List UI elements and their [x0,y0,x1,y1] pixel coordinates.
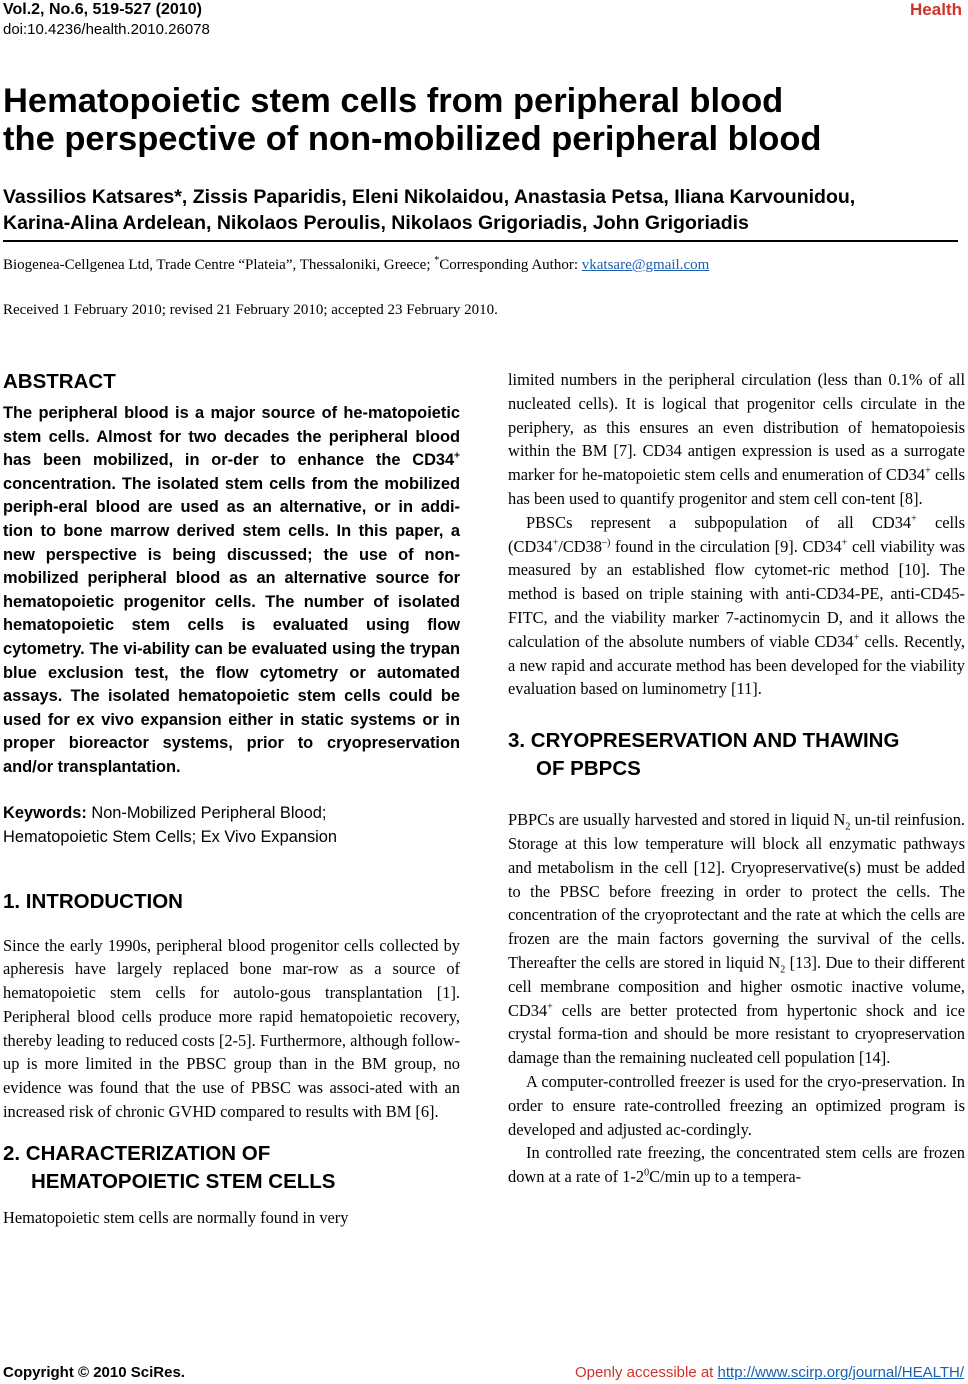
copyright-notice: Copyright © 2010 SciRes. [3,1364,185,1381]
section-2-para-1-cont [508,368,965,511]
section-3-para-2: A computer-controlled freezer is used for the cryo-preservation. In order to ensure rate-controlled freezing an optimized program is developed and adjusted ac-cordingly. [508,1071,965,1139]
authors-line-2: Karina-Alina Ardelean, Nikolaos Peroulis, Nikolaos Grigoriadis, John Grigoriadis [3,212,749,234]
section-3-heading-line-1: 3. CRYOPRESERVATION AND THAWING [508,729,900,753]
s3p3-a: In controlled rate freezing, the concentrated stem cells are frozen down at a rate of 1-2 [508,1143,965,1187]
affiliation-text: Biogenea-Cellgenea Ltd, Trade Centre “Plateia”, Thessaloniki, Greece; [3,257,435,273]
sup-plus: + [925,465,931,477]
s3p1-b: un-til reinfusion. Storage at this low temperature will block all enzymatic pathways and metabolism in the cell [12]. Cryopreservative(s) must be added to the PBSC before freezing in order to protect the cells. The concentration of the cryoprotectant and the rate at which the cells are frozen are the main factors governing the survival of the cells. Thereafter the cells are stored in liquid N [508,810,966,972]
section-2-heading-line-1: 2. CHARACTERIZATION OF [3,1141,271,1165]
section-2-heading-line-2: HEMATOPOIETIC STEM CELLS [31,1169,336,1193]
corresponding-label: Corresponding Author: [439,257,582,273]
s2p1-a: limited numbers in the peripheral circulation (less than 0.1% of all nucleated cells). It is logical that progenitor cells circulate in the periphery, as this ensures an even distribution of hematopoiesis within the BM [7]. CD34 antigen expression is used as a surrogate marker for he-matopoietic stem cells and enumeration of CD34 [508,370,965,485]
section-3-heading-line-2: OF PBPCS [536,757,641,781]
keywords-line-1: Non-Mobilized Peripheral Blood; [86,803,327,822]
abstract-text [3,402,460,780]
section-3-heading [508,727,965,783]
received-dates: Received 1 February 2010; revised 21 February 2010; accepted 23 February 2010. [3,302,498,318]
abstract-heading: ABSTRACT [3,370,116,393]
s2p1-b: cells has been used to quantify progenitor and stem cell con-tent [8]. [508,465,965,508]
section-1-heading: 1. INTRODUCTION [3,889,183,913]
title-line-1: Hematopoietic stem cells from peripheral blood [3,82,784,120]
sup-plus: + [841,537,848,549]
section-1-text: Since the early 1990s, peripheral blood progenitor cells collected by apheresis have largely replaced bone mar-row as a source of hematopoietic stem cells for autolo-gous transplantation [1]. Peripheral blood cells produce more rapid hematopoietic recovery, thereby leading to reduced costs [2-5]. Furthermore, although follow-up is more limited in the PBSC group than in the BM group, no evidence was found that the use of PBSC was associ-ated with an increased risk of chronic GVHD compared to results with BM [6]. [3,935,460,1122]
author-list [3,184,965,236]
s3p1-a: PBPCs are usually harvested and stored in liquid N [508,810,846,830]
abstract-part-a: The peripheral blood is a major source of he-matopoietic stem cells. Almost for two decades the peripheral blood has been mobilized, in or-der to enhance the CD34 [3,404,460,470]
title-divider [3,240,958,242]
s2p2-c: /CD38 [558,536,602,556]
keywords-label: Keywords: [3,803,87,822]
section-2-para-2 [508,511,965,701]
journal-name: Health [910,0,962,19]
doi-line: doi:10.4236/health.2010.26078 [3,21,210,38]
section-3-para-3 [508,1141,965,1189]
authors-line-1: Vassilios Katsares*, Zissis Paparidis, Eleni Nikolaidou, Anastasia Petsa, Iliana Karvounidou, [3,186,856,208]
title-line-2: the perspective of non-mobilized peripheral blood [3,120,822,158]
author-email-link[interactable]: vkatsare@gmail.com [581,257,710,273]
article-title [3,82,963,158]
keywords [3,801,460,849]
s3p1-c: [13]. Due to their different cell membrane composition and higher osmotic inactive volume, CD34 [508,952,965,1020]
section-2-text-start: Hematopoietic stem cells are normally found in very [3,1207,349,1227]
open-access-notice [575,1364,964,1381]
section-3-para-1 [508,808,965,1070]
s2p2-e: cell viability was measured by an established flow cytomet-ric method [10]. The method is based on triple staining with anti-CD34-PE, anti-CD45-FITC, and the viability marker 7-actinomycin D, and it allows the calculation of the absolute numbers of viable CD34 [508,536,965,651]
journal-url-link[interactable]: http://www.scirp.org/journal/HEALTH/ [717,1364,964,1381]
citation-line: Vol.2, No.6, 519-527 (2010) [3,1,202,18]
sup-plus: + [911,513,917,525]
right-column [508,368,965,1189]
s3p1-d: cells are better protected from hypertonic shock and ice crystal forma-tion and should be more resistant to cryopreservation damage than the remaining nucleated cell population [14]. [508,1000,965,1068]
corresponding-star: * [434,255,440,266]
sup-plus: + [853,632,860,644]
access-label: Openly accessible at [574,1364,718,1381]
affiliation [3,255,709,275]
keywords-line-2: Hematopoietic Stem Cells; Ex Vivo Expansion [3,827,338,846]
sup-plus: + [547,1001,553,1013]
sup-plus: + [552,537,559,549]
abstract-part-b: concentration. The isolated stem cells from the mobilized periph-eral blood are used as an alternative, or in addi-tion to bone marrow derived stem cells. In this paper, a new perspective is being discussed; the use of non-mobilized peripheral blood as an alternative source for hematopoietic progenitor cells. The number of isolated hematopoietic stem cells is evaluated using flow cytometry. The vi-ability can be evaluated using the trypan blue exclusion test, the flow cytometry or automated assays. The isolated hematopoietic stem cells could be used for ex vivo expansion either in static systems or in proper bioreactor systems, prior to cryopreservation and/or transplantation. [3,474,460,776]
s2p2-f: cells. Recently, a new rapid and accurate method has been developed for the viability evaluation based on luminometry [11]. [508,631,965,699]
sub-2: 2 [780,964,786,976]
abstract-sup: + [454,450,460,462]
s3p3-b: C/min up to a tempera- [649,1167,802,1187]
sub-2: 2 [845,821,851,833]
s2p2-a: PBSCs represent a subpopulation of all CD34 [526,512,912,532]
sup-minus: –) [601,537,611,549]
sup-degree: 0 [644,1167,650,1179]
left-column [3,368,460,1230]
s2p2-d: found in the circulation [9]. CD34 [610,536,842,556]
section-2-heading [3,1140,460,1196]
s2p2-b: cells (CD34 [508,512,965,556]
